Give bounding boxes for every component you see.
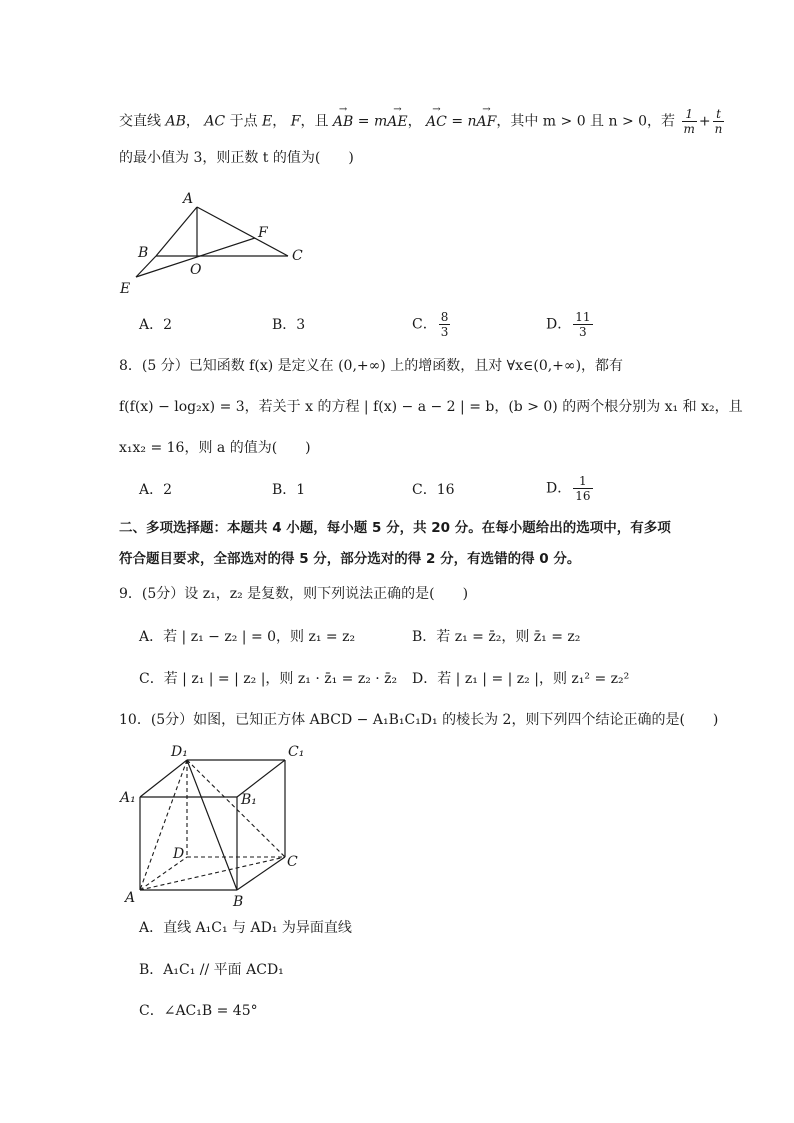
diag-AC-hidden (140, 857, 285, 890)
q10-line1: 10．(5分）如图，已知正方体 ABCD − A₁B₁C₁D₁ 的棱长为 2，则下列四个结论正确的是( ) (119, 712, 719, 728)
q7-option-D-prefix: D． (546, 316, 572, 333)
label-A: A (125, 890, 136, 906)
q9-option-B[interactable]: B．若 z₁ = z̄₂，则 z̄₁ = z₂ (412, 629, 581, 645)
label-E: E (120, 281, 131, 297)
label-C: C (292, 248, 303, 264)
q10-option-A[interactable]: A．直线 A₁C₁ 与 AD₁ 为异面直线 (139, 920, 352, 936)
label-B: B (233, 894, 244, 910)
diag-D1A-hidden (140, 760, 187, 890)
label-C1: C₁ (288, 744, 305, 760)
segment-AC (197, 207, 288, 256)
q7-vec-AB: → AB (333, 112, 353, 132)
q8-line1: 8．(5 分）已知函数 f(x) 是定义在 (0,+∞) 上的增函数，且对 ∀x∈(0,+∞)，都有 (119, 358, 624, 374)
q7-vec-AF: → AF (477, 112, 497, 132)
q7-text-prefix: 交直线 (119, 113, 161, 130)
q8-line3: x₁x₂ = 16，则 a 的值为( ) (119, 440, 311, 456)
label-A1: A₁ (120, 790, 136, 806)
q7-option-C-prefix: C． (412, 316, 437, 333)
q7-fraction-1-over-m (682, 107, 697, 136)
q7-option-C-num: 8 (440, 310, 449, 324)
q8-option-D-num: 1 (573, 474, 592, 489)
q7-plus: + (698, 113, 711, 130)
q7-frac2-num: t (713, 107, 725, 122)
q7-line2: 的最小值为 3，则正数 t 的值为( ) (119, 150, 354, 166)
q7-eq-m: = m (357, 113, 388, 130)
q9-line1: 9．(5分）设 z₁，z₂ 是复数，则下列说法正确的是( ) (119, 586, 469, 602)
q8-option-A[interactable]: A．2 (139, 482, 173, 498)
q8-line2: f(f(x) − log₂x) = 3，若关于 x 的方程 | f(x) − a − 2 | = b，(b > 0) 的两个根分别为 x₁ 和 x₂，且 (119, 399, 743, 415)
q7-condition: ，其中 m > 0 且 n > 0，若 (496, 113, 676, 130)
q8-option-D-fraction (573, 474, 592, 503)
q7-vec-AC: → AC (426, 112, 447, 132)
q7-line1: 交直线 AB， AC 于点 E， F，且 → AB = m→ AE， → AC = n→ AF，其中 m > 0 且 n > 0，若 $\frac{1}{m}$ + $\frac{t}{n}$ (119, 107, 726, 136)
label-B1: B₁ (241, 792, 257, 808)
section2-line1: 二、多项选择题：本题共 4 小题，每小题 5 分，共 20 分。在每小题给出的选项中，有多项 (119, 520, 671, 536)
q10-option-B[interactable]: B．A₁C₁ // 平面 ACD₁ (139, 962, 284, 978)
label-O: O (190, 262, 202, 278)
q8-option-B[interactable]: B．1 (272, 482, 306, 498)
q7-option-C-den: 3 (440, 325, 449, 339)
q7-option-A[interactable]: A．2 (139, 317, 173, 333)
q7-frac2-den: n (714, 122, 723, 136)
q7-triangle-figure (110, 185, 330, 300)
q7-and: ，且 (300, 113, 329, 130)
q8-option-D-den: 16 (575, 489, 591, 503)
q7-option-B[interactable]: B．3 (272, 317, 306, 333)
label-A: A (183, 191, 194, 207)
q7-option-D-den: 3 (579, 325, 587, 339)
q9-option-A[interactable]: A．若 | z₁ − z₂ | = 0，则 z₁ = z₂ (139, 629, 356, 645)
q7-option-C[interactable] (412, 310, 452, 339)
label-F: F (258, 225, 268, 241)
segment-AB (156, 207, 197, 256)
q7-E: E (262, 113, 273, 130)
label-C: C (287, 854, 298, 870)
q10-cube-figure (115, 740, 315, 910)
q10-option-C[interactable]: C．∠AC₁B = 45° (139, 1003, 258, 1019)
q8-option-D-prefix: D． (546, 480, 572, 497)
q7-frac1-num: 1 (682, 107, 697, 122)
edge-A1D1 (140, 760, 187, 797)
q7-option-C-fraction (439, 310, 451, 339)
label-D1: D₁ (171, 744, 188, 760)
q7-vec-AE: → AE (387, 112, 407, 132)
q7-option-D[interactable] (546, 310, 595, 339)
q7-frac1-den: m (683, 122, 695, 136)
q8-option-C[interactable]: C．16 (412, 482, 455, 498)
diag-D1C-hidden (187, 760, 285, 857)
q7-AC: AC (204, 113, 226, 130)
q7-point-text: 于点 (229, 113, 258, 130)
section2-line2: 符合题目要求，全部选对的得 5 分，部分选对的得 2 分，有选错的得 0 分。 (119, 551, 581, 567)
q7-F: F (290, 113, 301, 130)
q9-option-D[interactable]: D．若 | z₁ | = | z₂ |，则 z₁² = z₂² (412, 671, 630, 687)
q7-AB: AB (165, 113, 186, 130)
q8-option-D[interactable] (546, 474, 595, 503)
diag-D1B (187, 760, 237, 890)
q7-option-D-num: 11 (575, 310, 591, 324)
q7-eq-n: = n (451, 113, 477, 130)
q9-option-C[interactable]: C．若 | z₁ | = | z₂ |，则 z₁ · z̄₁ = z₂ · z̄₂ (139, 671, 398, 687)
label-B: B (138, 245, 149, 261)
edge-BC (237, 857, 285, 890)
q7-option-D-fraction (573, 310, 592, 339)
q7-fraction-t-over-n (713, 107, 725, 136)
label-D: D (173, 846, 185, 862)
